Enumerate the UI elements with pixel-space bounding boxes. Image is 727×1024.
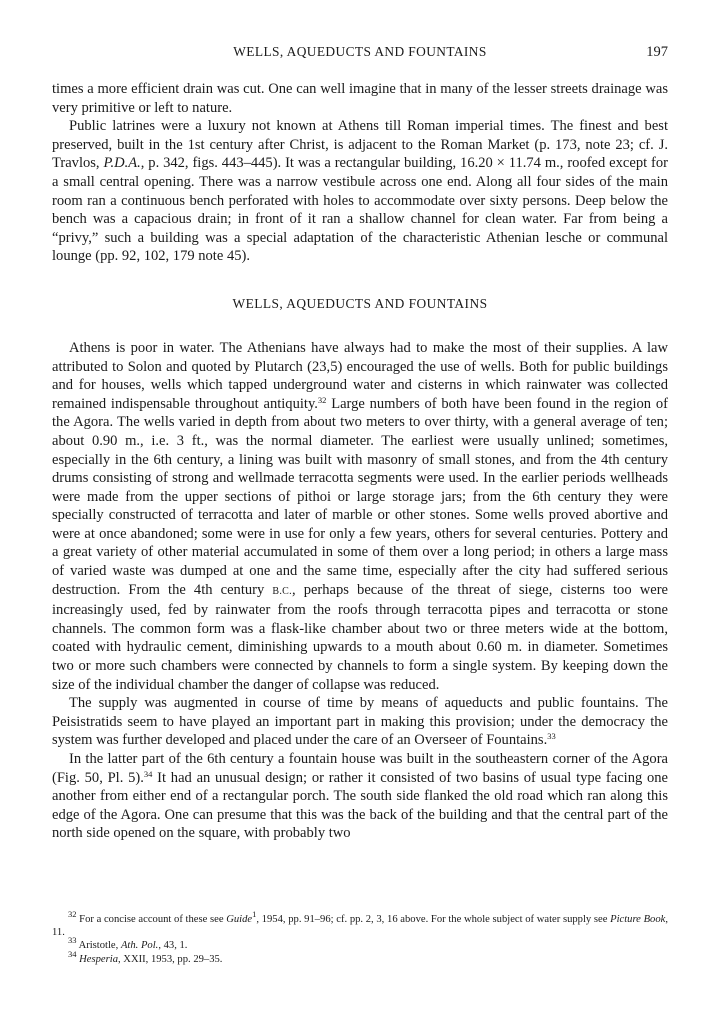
- page: [52, 44, 668, 843]
- body-text: [52, 80, 668, 843]
- citation-title: Guide: [226, 914, 253, 925]
- footnote-text: , 11.: [52, 914, 668, 939]
- footnote-number: 34: [68, 948, 77, 959]
- footnote-text: , XXII, 1953, pp. 29–35.: [118, 953, 223, 965]
- paragraph-latrines: [52, 117, 668, 266]
- paragraph-fountain-house: [52, 750, 668, 843]
- running-title: WELLS, AQUEDUCTS AND FOUNTAINS: [233, 44, 487, 59]
- footnote-ref-33: 33: [547, 731, 556, 742]
- paragraph-drainage: [52, 80, 668, 117]
- footnotes: [52, 909, 668, 966]
- paragraph-wells: [52, 339, 668, 694]
- footnote-text: , 43, 1.: [158, 940, 188, 952]
- footnote-32: [52, 909, 668, 939]
- citation-title: P.D.A.: [103, 155, 141, 172]
- section-heading: WELLS, AQUEDUCTS AND FOUNTAINS: [232, 295, 488, 311]
- running-head: [52, 44, 668, 62]
- paragraph-aqueducts: [52, 694, 668, 750]
- footnote-text: For a concise account of these see: [76, 914, 227, 925]
- paragraph-text: Athens is poor in water. The Athenians have always had to make the most of their supplies. A law attributed to Solon and quoted by Plutarch (23,5) encouraged the use of wells. Both for public buildings and for houses, wells which tapped underground water and cisterns in which rainwater was collected remained indispensable throughout antiquity.: [52, 339, 668, 412]
- edition-superscript: 1: [252, 909, 257, 919]
- paragraph-text: Public latrines were a luxury not known at Athens till Roman imperial times. The finest and best preserved, built in the 1st century after Christ, is adjacent to the Roman Market (p. 173, note 23; cf. J. Travlos,: [52, 118, 668, 172]
- citation-title: Ath. Pol.: [120, 940, 159, 952]
- footnote-34: [52, 948, 668, 966]
- page-number: 197: [646, 44, 668, 60]
- footnote-number: 32: [68, 909, 77, 919]
- footnote-text: , 1954, pp. 91–96; cf. pp. 2, 3, 16 above. For the whole subject of water supply see: [256, 914, 611, 925]
- footnote-ref-34: 34: [143, 768, 153, 779]
- paragraph-text: It had an unusual design; or rather it consisted of two basins of usual type facing one another from either end of a rectangular porch. The south side flanked the old road which ran along this edge of the Agora. One can presume that this was the back of the building and that the central part of the north side opened on the square, with probably two: [52, 769, 668, 842]
- paragraph-text: In the latter part of the 6th century a fountain house was built in the southeastern corner of the Agora (Fig. 50, Pl. 5).: [52, 751, 668, 786]
- paragraph-text: , p. 342, figs. 443–445). It was a rectangular building, 16.20 × 11.74 m., roofed except for a small central opening. There was a narrow vestibule across one end. Along all four sides of the main room ran a continuous bench perforated with holes to accommodate over sixty persons. Deep below the bench was a capacious drain; in front of it ran a shallow channel for clean water. Far from being a “privy,” such a building was a special adaptation of the characteristic Athenian lesche or communal lounge (pp. 92, 102, 179 note 45).: [52, 155, 668, 265]
- citation-title: Picture Book: [610, 914, 666, 925]
- paragraph-text: Large numbers of both have been found in the region of the Agora. The wells varied in depth from about two meters to over thirty, with a general average of ten; about 0.90 m., i.e. 3 ft., was the normal diameter. The earliest were usually unlined; sometimes, especially in the 6th century, a lining was built with masonry of small stones, and from the 4th century drums consisting of strong and wellmade terracotta segments were used. In the earlier periods wellheads were made from the upper sections of pithoi or large storage jars; from the 6th century they were specially constructed of terracotta and later of marble or other stones. Some wells proved abortive and were at once abandoned; some were in use for only a few years, others for several centuries. Pottery and a great variety of other material accumulated in some of them over a long period; in others a large mass of varied waste was dumped at one and the same time, especially after the city had suffered serious destruction. From the 4th century: [52, 395, 668, 598]
- footnote-text: Aristotle,: [76, 940, 121, 952]
- paragraph-text: , perhaps because of the threat of siege, cisterns too were increasingly used, fed by rainwater from the roofs through terracotta pipes and terracotta or stone channels. The common form was a flask-like chamber about two or three meters wide at the bottom, coated with hydraulic cement, diminishing upwards to a mouth about 0.60 m. in diameter. Sometimes two or more such chambers were connected by channels to form a single system. By keeping down the size of the individual chamber the danger of collapse was reduced.: [52, 581, 668, 693]
- footnote-33: [52, 935, 668, 952]
- footnote-number: 33: [68, 935, 77, 946]
- footnote-ref-32: 32: [317, 394, 327, 405]
- small-caps-bc: B.C.: [272, 585, 292, 597]
- paragraph-text: The supply was augmented in course of time by means of aqueducts and public fountains. The Peisistratids seem to have played an important part in making this provision; under the democracy the system was further developed and placed under the care of an Overseer of Fountains.: [52, 695, 668, 749]
- citation-title: Hesperia: [79, 953, 118, 965]
- paragraph-text: times a more efficient drain was cut. One can well imagine that in many of the lesser streets drainage was very primitive or left to nature.: [52, 81, 668, 116]
